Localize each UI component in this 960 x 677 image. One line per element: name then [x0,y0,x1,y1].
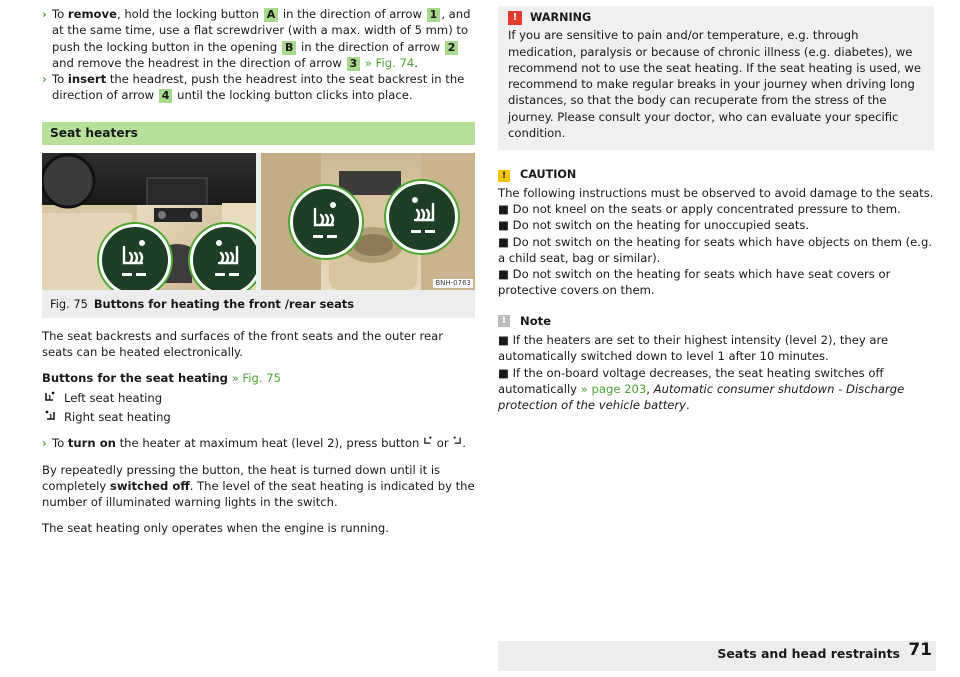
right-seat-heating-button [190,224,256,290]
warning-box [498,6,934,150]
figure-caption-text: Buttons for heating the front /rear seats [93,296,355,311]
figure-id: BNH-0763 [435,278,471,287]
remove-step: › To remove, hold the locking button A in the direction of arrow 1 , and at the same time, use a flat screwdriver (with a max. width of 5 mm) to push the locking button in the opening B in the direction of arrow 2 and remove the headrest in the direction of arrow 3 » Fig. 74. [42,7,471,70]
right-seat-heating-icon [44,410,56,428]
caution-header [498,167,934,183]
caution-title: CAUTION [520,168,577,182]
caution-item: ■ Do not kneel on the seats or apply concentrated pressure to them. [498,201,901,216]
note-item: ■ If the heaters are set to their highest intensity (level 2), they are automatically switched down to level 1 after 10 minutes. [498,333,889,364]
caution-item: ■ Do not switch on the heating for seats which have objects on them (e.g. a child seat, bag or similar). [498,234,933,265]
left-seat-heating-icon [102,227,168,290]
insert-step: › To insert the headrest, push the headrest into the seat backrest in the direction of arrow 4 until the locking button clicks into place. [42,72,465,103]
right-seat-heating-icon [193,227,256,290]
intro-paragraph: The seat backrests and surfaces of the front seats and the outer rear seats can be heated electronically. [42,328,444,360]
figure-number: Fig. 75 [50,296,88,311]
right-seat-heating-icon [452,436,462,450]
right-column [498,6,934,414]
right-seat-item [42,409,475,425]
caution-icon: ! [498,170,510,182]
info-icon: i [498,315,510,327]
turn-on-step: › To turn on the heater at maximum heat (level 2), press button or . [42,436,466,451]
right-seat-heating-icon [389,184,455,250]
caution-item: ■ Do not switch on the heating for unoccupied seats. [498,218,810,233]
fig-75-link[interactable]: » Fig. 75 [231,371,281,386]
page-203-link[interactable]: » page 203 [580,381,647,396]
rear-right-seat-heating-button [386,181,458,253]
buttons-heading: Buttons for the seat heating » Fig. 75 [42,371,281,386]
insert-keyword: insert [67,72,107,87]
left-seat-heating-button [99,224,171,290]
left-seat-item [42,390,475,406]
label-2: 2 [445,41,459,55]
right-seat-label: Right seat heating [64,409,171,424]
caution-intro: The following instructions must be observed to avoid damage to the seats. [498,185,934,200]
rear-seat-photo [261,153,475,290]
warning-text: If you are sensitive to pain and/or temperature, e.g. through medication, paralysis or because of chronic illness (e.g. diabetes), we recommend not to use the seat heating. If the seat heating is used, we recommend to make regular breaks in your journey when driving long distances, so that the body can recuperate from the stress of the journey. Please consult your doctor, who can evaluate your specific condition. [508,28,922,141]
chevron-right-icon: › [42,7,47,21]
page-footer [498,641,936,671]
label-4: 4 [159,89,173,103]
left-seat-heating-icon [423,436,433,450]
note-header [498,313,934,329]
fig-74-link[interactable]: » Fig. 74 [364,55,415,70]
left-seat-heating-icon [293,189,359,255]
switch-off-paragraph: By repeatedly pressing the button, the heat is turned down until it is completely switched off. The level of the seat heating is indicated by the number of illuminated warning lights in the switch. [42,462,475,510]
front-seat-photo [42,153,256,290]
engine-paragraph: The seat heating only operates when the engine is running. [42,521,389,536]
chevron-right-icon: › [42,436,47,451]
exclamation-icon: ! [508,11,522,25]
label-1: 1 [427,8,441,22]
remove-keyword: remove [67,7,117,21]
chevron-right-icon: › [42,72,47,87]
left-column [42,6,475,537]
page-number: 71 [908,640,932,660]
left-seat-label: Left seat heating [64,390,163,405]
label-3: 3 [347,57,361,71]
figure-75 [42,153,475,318]
figure-caption [42,290,475,318]
footer-section-title: Seats and head restraints [717,646,900,661]
note-item: ■ If the on-board voltage decreases, the seat heating switches off automatically » page 203, Automatic consumer shutdown - Discharge protection of the vehicle battery. [498,365,905,413]
left-seat-heating-icon [44,391,56,409]
warning-title: WARNING [530,11,592,24]
note-title: Note [520,313,552,328]
caution-item: ■ Do not switch on the heating for seats which have seat covers or protective covers on them. [498,267,891,298]
rear-left-seat-heating-button [290,186,362,258]
label-b: B [282,41,296,55]
section-title: Seat heaters [42,122,475,145]
label-a: A [264,8,279,22]
